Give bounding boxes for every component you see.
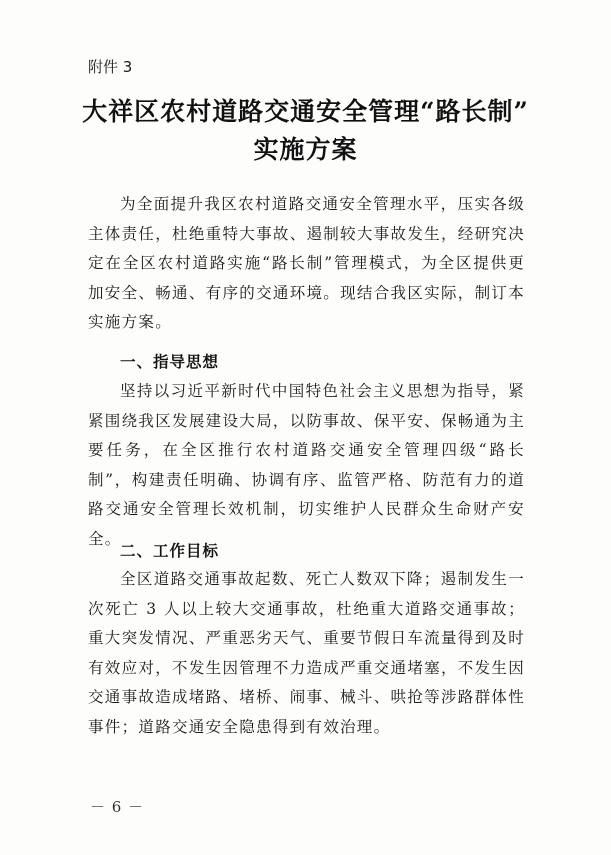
document-title-line-2: 实施方案 — [253, 135, 358, 164]
intro-paragraph: 为全面提升我区农村道路交通安全管理水平，压实各级主体责任，杜绝重特大事故、遏制较大事故发生，经研究决定在全区农村道路实施“路长制”管理模式，为全区提供更加安全、畅通、有序的交通环境。现结合我区实际，制订本实施方案。 — [88, 195, 525, 331]
attachment-label: 附件 3 — [88, 58, 133, 76]
section-body-guiding-ideology: 坚持以习近平新时代中国特色社会主义思想为指导，紧紧围绕我区发展建设大局，以防事故、保平安、保畅通为主要任务，在全区推行农村道路交通安全管理四级“路长制”，构建责任明确、协调有序、监管严格、防范有力的道路交通安全管理长效机制，切实维护人民群众生命财产安全。 — [88, 382, 525, 548]
section-heading-work-goals: 二、工作目标 — [120, 542, 220, 560]
section-heading-guiding-ideology: 一、指导思想 — [120, 353, 220, 371]
document-title-line-1: 大祥区农村道路交通安全管理“路长制” — [82, 97, 529, 126]
page-number: － 6 － — [90, 798, 145, 816]
section-body-work-goals: 全区道路交通事故起数、死亡人数双下降；遏制发生一次死亡 3 人以上较大交通事故，杜绝重大道路交通事故；重大突发情况、严重恶劣天气、重要节假日车流量得到及时有效应对，不发生因管理不力造成严重交通堵塞，不发生因交通事故造成堵路、堵桥、闹事、械斗、哄抢等涉路群体性事件；道路交通安全隐患得到有效治理。 — [88, 570, 525, 736]
